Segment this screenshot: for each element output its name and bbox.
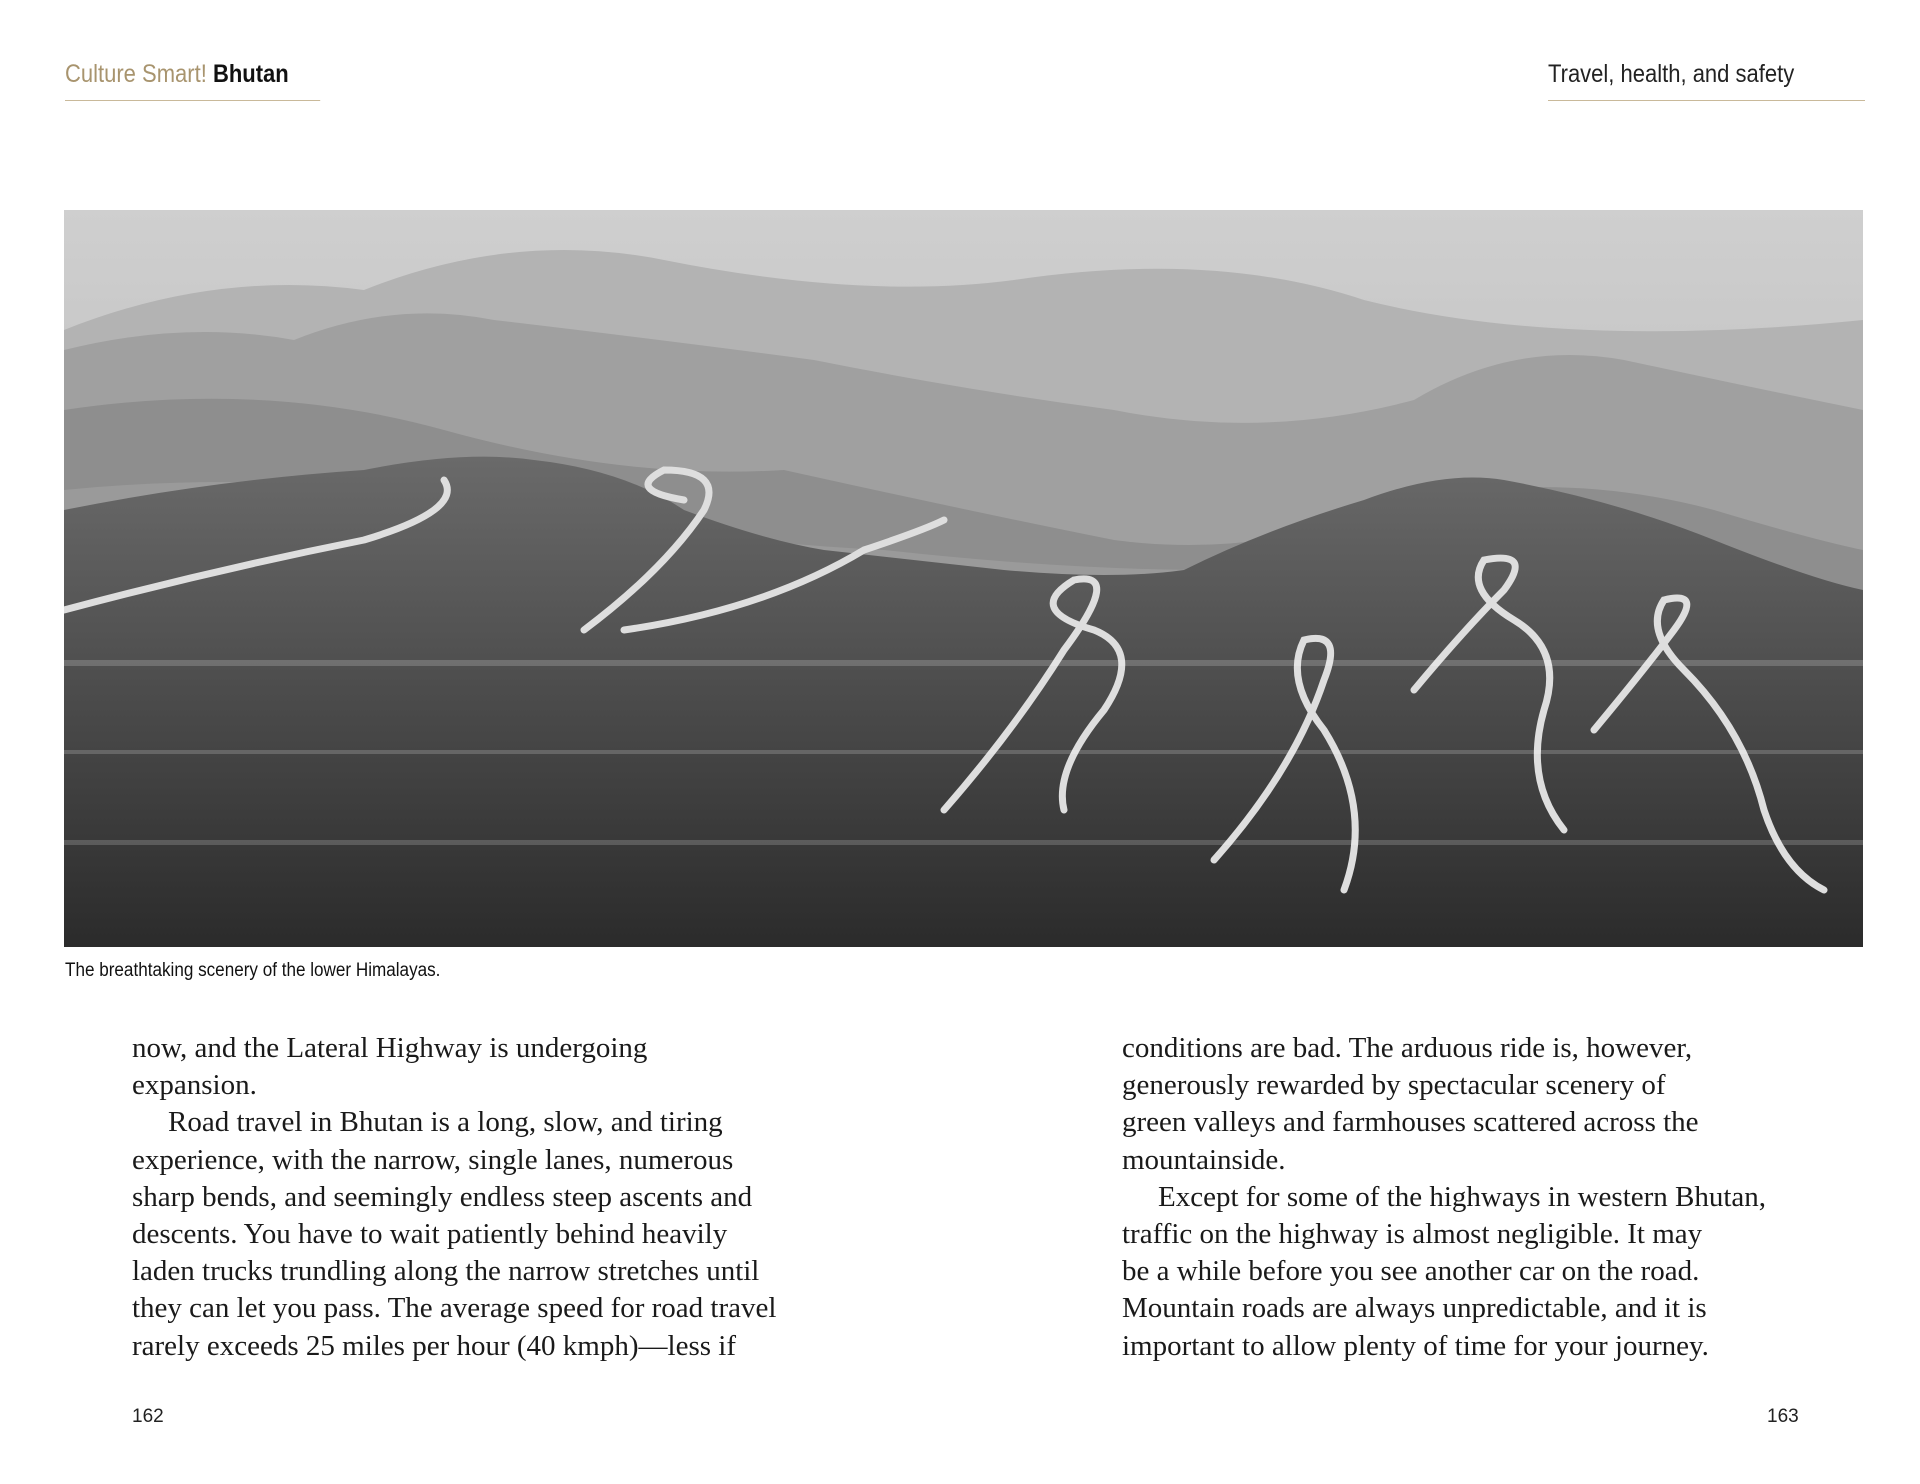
text-line: they can let you pass. The average speed for road travel — [132, 1292, 777, 1325]
himalaya-road-photo — [64, 210, 1863, 947]
text-line: traffic on the highway is almost negligible. It may — [1122, 1218, 1703, 1251]
text-line: generously rewarded by spectacular scenery of — [1122, 1069, 1666, 1102]
text-line: descents. You have to wait patiently behind heavily — [132, 1218, 728, 1251]
book-title: Bhutan — [212, 60, 289, 88]
paragraph-continuation — [132, 1030, 832, 1104]
page-number-left: 162 — [132, 1406, 164, 1427]
running-header-right — [1548, 56, 1865, 101]
chapter-title: Travel, health, and safety — [1548, 60, 1795, 88]
text-line: sharp bends, and seemingly endless steep ascents and — [132, 1180, 753, 1213]
text-line: mountainside. — [1122, 1143, 1286, 1176]
text-line: green valleys and farmhouses scattered across the — [1122, 1106, 1699, 1139]
text-line: Except for some of the highways in western Bhutan, — [1158, 1180, 1767, 1213]
text-line: conditions are bad. The arduous ride is, however, — [1122, 1032, 1693, 1064]
text-line: expansion. — [132, 1069, 257, 1102]
text-line: Road travel in Bhutan is a long, slow, and tiring — [168, 1106, 723, 1139]
text-line: Mountain roads are always unpredictable, and it is — [1122, 1292, 1707, 1325]
text-line: experience, with the narrow, single lanes, numerous — [132, 1143, 734, 1176]
running-header-left — [65, 56, 320, 101]
text-line: be a while before you see another car on the road. — [1122, 1255, 1700, 1288]
series-name: Culture Smart! — [65, 60, 207, 88]
page-number-right: 163 — [1767, 1406, 1799, 1427]
text-line: important to allow plenty of time for your journey. — [1122, 1329, 1709, 1362]
left-page-body — [132, 1030, 832, 1365]
paragraph-continuation — [1122, 1030, 1842, 1179]
figure-caption: The breathtaking scenery of the lower Himalayas. — [65, 960, 441, 981]
text-line: now, and the Lateral Highway is undergoing — [132, 1032, 648, 1064]
paragraph-traffic — [1122, 1179, 1842, 1365]
text-line: rarely exceeds 25 miles per hour (40 kmph)—less if — [132, 1329, 736, 1362]
paragraph-road-travel — [132, 1104, 832, 1364]
photo-illustration — [64, 210, 1863, 947]
text-line: laden trucks trundling along the narrow stretches until — [132, 1255, 760, 1288]
right-page-body — [1122, 1030, 1842, 1365]
